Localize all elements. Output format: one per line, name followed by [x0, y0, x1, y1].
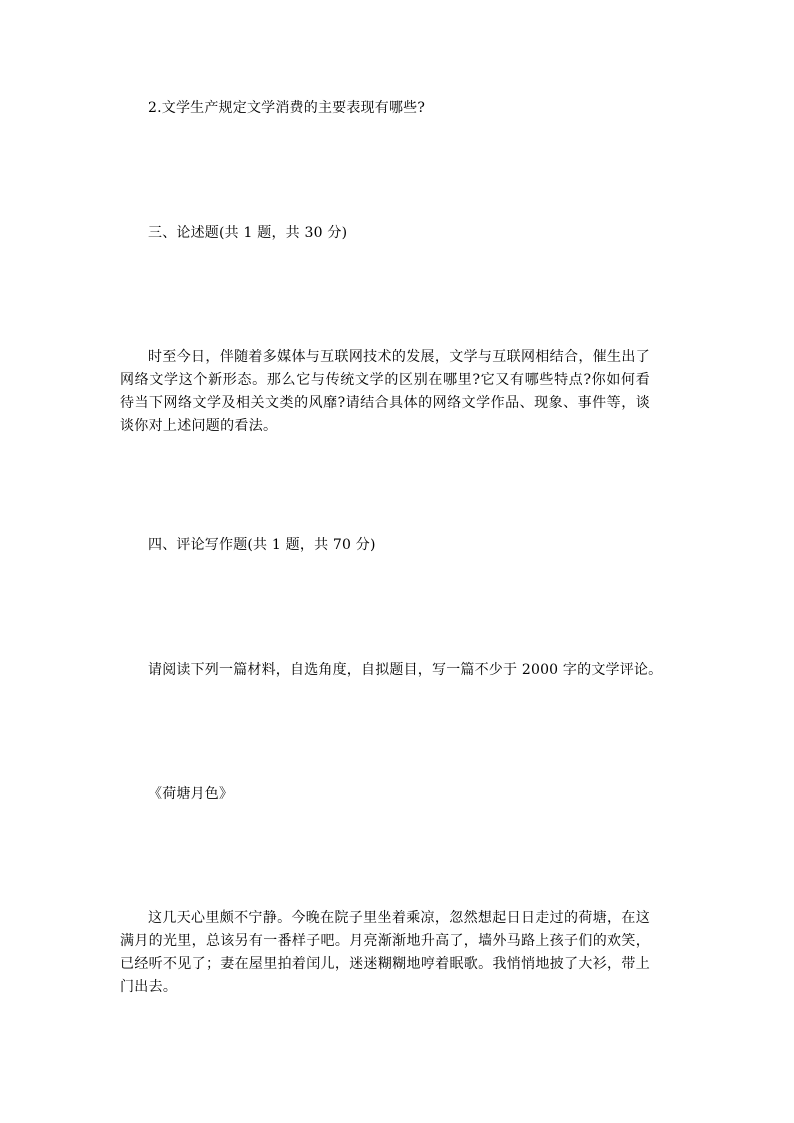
material-paragraph: 这几天心里颇不宁静。今晚在院子里坐着乘凉，忽然想起日日走过的荷塘，在这满月的光里，总该另有一番样子吧。月亮渐渐地升高了，墙外马路上孩子们的欢笑，已经听不见了；妻在屋里拍着闰儿，迷迷糊糊地哼着眠歌。我悄悄地披了大衫，带上门出去。 — [120, 910, 650, 995]
section-3-heading: 三、论述题(共 1 题，共 30 分) — [148, 225, 348, 241]
material-title: 《荷塘月色》 — [148, 786, 234, 802]
section-4-heading: 四、评论写作题(共 1 题，共 70 分) — [148, 537, 376, 553]
question-2: 2.文学生产规定文学消费的主要表现有哪些? — [148, 100, 426, 116]
section-4-instruction: 请阅读下列一篇材料，自选角度，自拟题目，写一篇不少于 2000 字的文学评论。 — [148, 662, 663, 678]
section-3-essay-question: 时至今日，伴随着多媒体与互联网技术的发展，文学与互联网相结合，催生出了网络文学这个新形态。那么它与传统文学的区别在哪里?它又有哪些特点?你如何看待当下网络文学及相关文类的风靡?请结合具体的网络文学作品、现象、事件等，谈谈你对上述问题的看法。 — [120, 349, 650, 434]
